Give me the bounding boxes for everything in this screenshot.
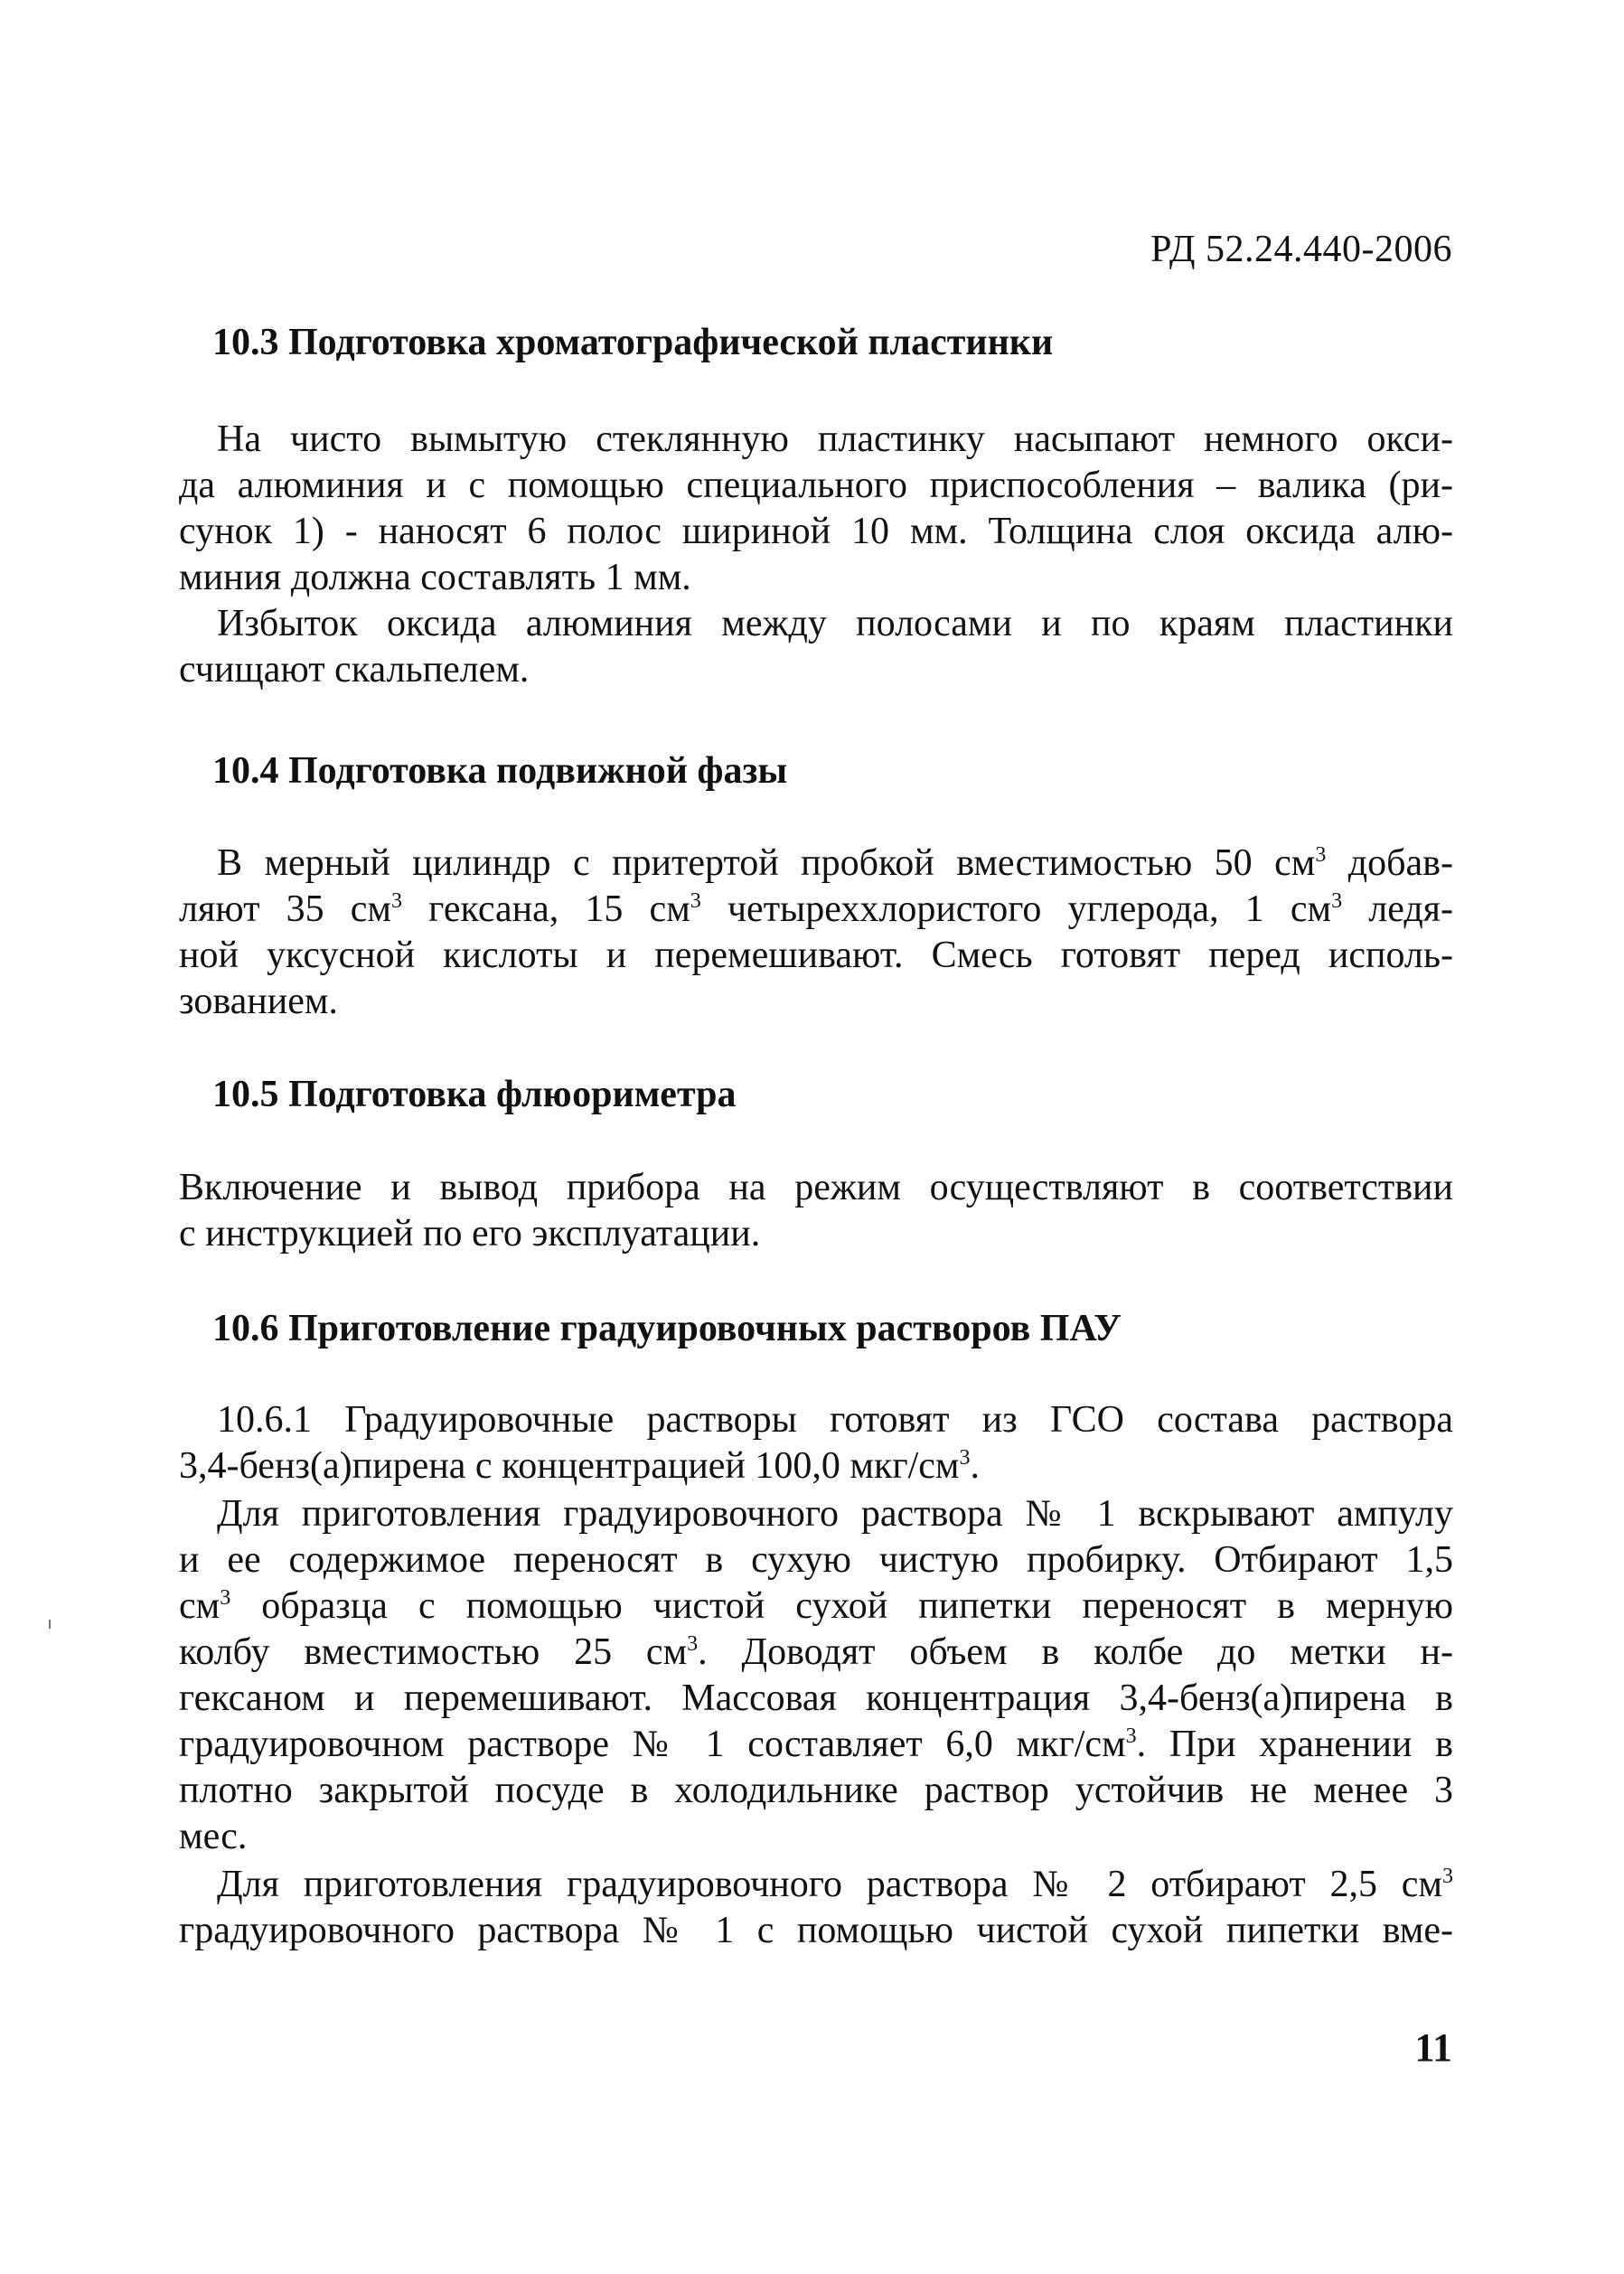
- text-line: градуировочном растворе № 1 составляет 6,0 мкг/$см^3$. При хранении в: [179, 1724, 1454, 1765]
- text-line: ляют 35 $см^3$ гексана, 15 $см^3$ четыреххлористого углерода, 1 $см^3$ ледя-: [179, 888, 1453, 930]
- page-number: 11: [1414, 2025, 1452, 2070]
- text-line: $см^3$ образца с помощью чистой сухой пипетки переносят в мерную: [179, 1585, 1453, 1627]
- text-line: Включение и вывод прибора на режим осуществляют в соответствии: [179, 1167, 1453, 1208]
- text-line: счищают скальпелем.: [179, 649, 530, 691]
- text-line: зованием.: [179, 981, 338, 1022]
- text-line: с инструкцией по его эксплуатации.: [179, 1213, 761, 1254]
- text-line: Для приготовления градуировочного раствора № 1 вскрывают ампулу: [217, 1493, 1453, 1535]
- text-line: мес.: [179, 1816, 248, 1857]
- text-line: да алюминия и с помощью специального приспособления – валика (ри-: [179, 465, 1453, 506]
- text-line: миния должна составлять 1 мм.: [179, 557, 691, 598]
- scan-speck: [49, 1620, 51, 1629]
- section-heading-10-5: 10.5 Подготовка флюориметра: [212, 1074, 737, 1115]
- paragraph-10-6-3: [179, 1862, 1453, 1954]
- text-line: колбу вместимостью 25 $см^3$. Доводят объем в колбе до метки н-: [179, 1631, 1453, 1673]
- text-line: и ее содержимое переносят в сухую чистую пробирку. Отбирают 1,5: [179, 1539, 1453, 1581]
- text-line: Избыток оксида алюминия между полосами и по краям пластинки: [217, 603, 1453, 644]
- paragraph-10-6-2: [179, 1491, 1453, 1860]
- section-heading-10-4: 10.4 Подготовка подвижной фазы: [212, 750, 788, 792]
- document-code: РД 52.24.440-2006: [1150, 229, 1452, 270]
- section-heading-10-3: 10.3 Подготовка хроматографической пластинки: [212, 322, 1054, 363]
- text-line: 10.6.1 Градуировочные растворы готовят из ГСО состава раствора: [217, 1399, 1453, 1441]
- section-heading-10-6: 10.6 Приготовление градуировочных растворов ПАУ: [212, 1308, 1122, 1349]
- paragraph-10-5-1: [179, 1165, 1453, 1257]
- paragraph-10-6-1: [179, 1397, 1453, 1489]
- paragraph-10-3-1: [179, 417, 1453, 601]
- paragraph-10-3-2: [179, 601, 1453, 693]
- text-line: Для приготовления градуировочного раствора № 2 отбирают 2,5 $см^3$: [217, 1864, 1453, 1905]
- text-line: 3,4-бенз(а)пирена с концентрацией 100,0 мкг/$см^3$.: [179, 1445, 981, 1487]
- text-line: градуировочного раствора № 1 с помощью чистой сухой пипетки вме-: [179, 1910, 1453, 1951]
- text-line: В мерный цилиндр с притертой пробкой вместимостью 50 $см^3$ добав-: [217, 842, 1453, 884]
- paragraph-10-4-1: [179, 841, 1453, 1025]
- text-line: гексаном и перемешивают. Массовая концентрация 3,4-бенз(а)пирена в: [179, 1677, 1453, 1719]
- text-line: сунок 1) - наносят 6 полос шириной 10 мм. Толщина слоя оксида алю-: [179, 511, 1453, 552]
- text-line: На чисто вымытую стеклянную пластинку насыпают немного окси-: [217, 418, 1453, 460]
- text-line: ной уксусной кислоты и перемешивают. Смесь готовят перед исполь-: [179, 935, 1453, 976]
- text-line: плотно закрытой посуде в холодильнике раствор устойчив не менее 3: [179, 1770, 1453, 1811]
